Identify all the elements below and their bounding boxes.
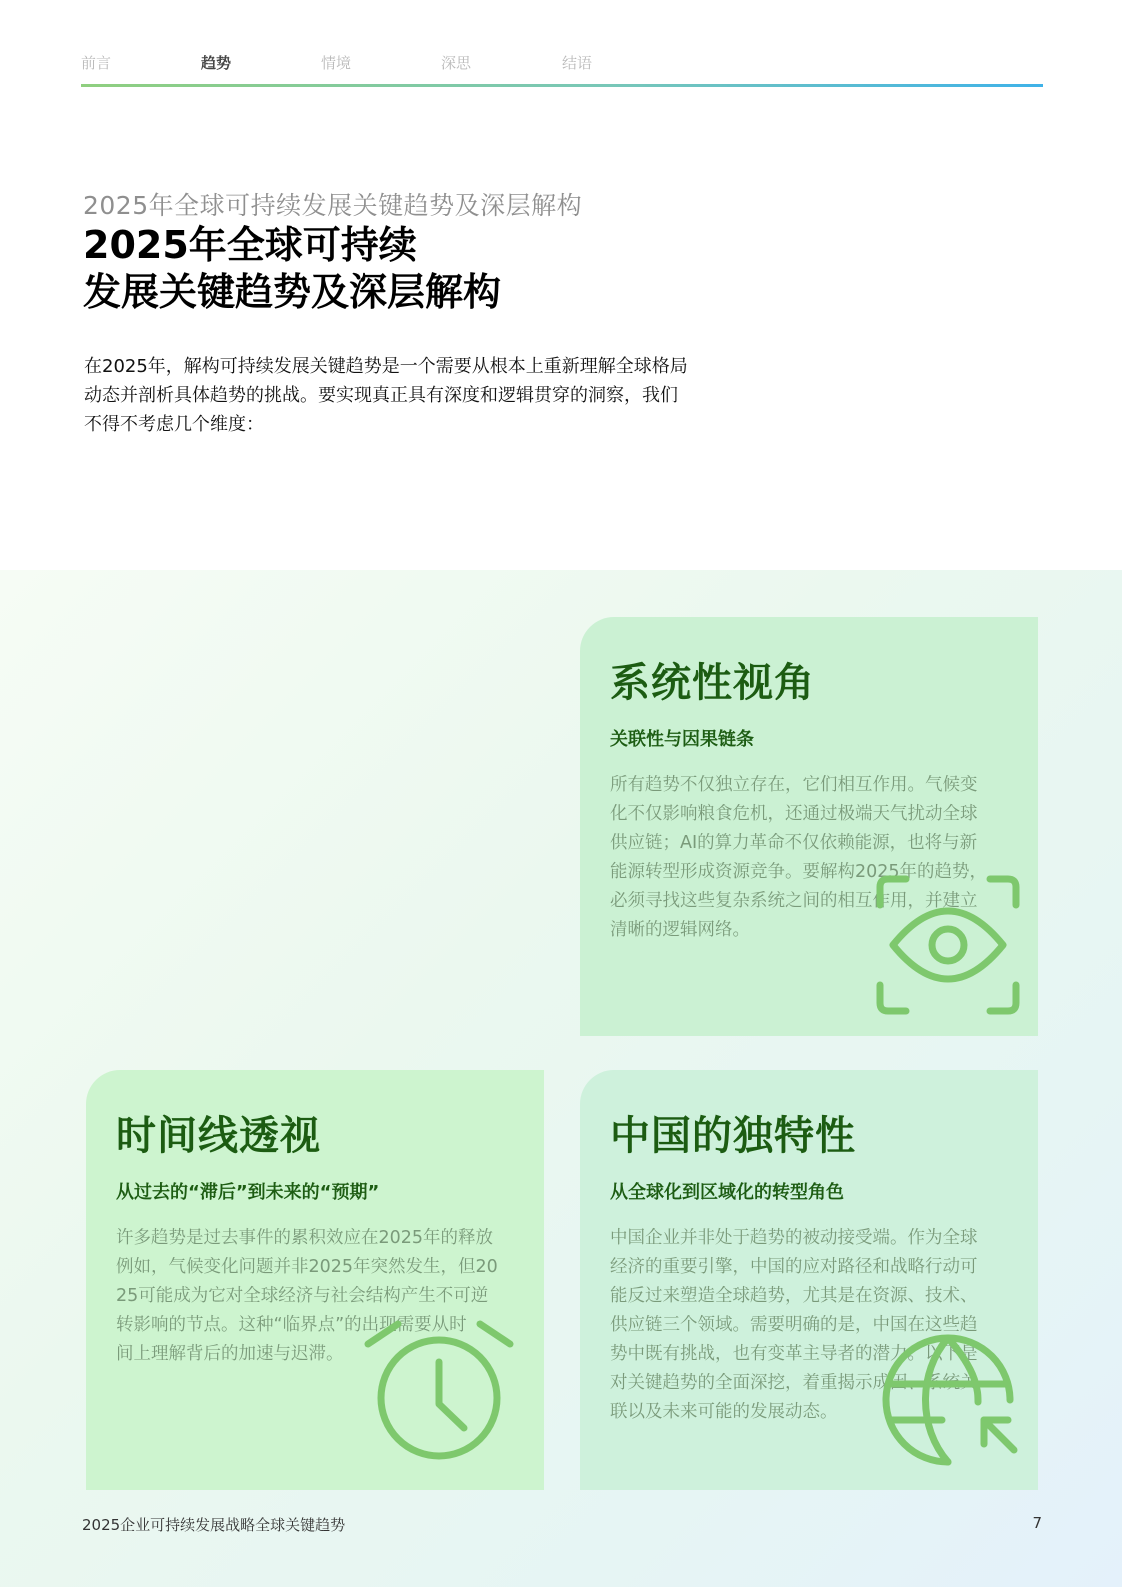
card-body-line: 25可能成为它对全球经济与社会结构产生不可逆	[116, 1286, 489, 1306]
card-systems-perspective	[580, 617, 1038, 1036]
card-body-line: 例如，气候变化问题并非2025年突然发生，但20	[116, 1257, 498, 1277]
footer-text: 2025企业可持续发展战略全球关键趋势	[82, 1516, 346, 1534]
page-number: 7	[1032, 1514, 1042, 1532]
card-body-line: 供应链三个领域。需要明确的是，中国在这些趋	[610, 1315, 978, 1335]
card-subheading: 从全球化到区域化的转型角色	[610, 1182, 844, 1203]
page-title	[83, 222, 501, 316]
nav-item-conclusion[interactable]: 结语	[562, 54, 593, 72]
card-body-line: 对关键趋势的全面深挖，着重揭示成因、系统关	[610, 1373, 978, 1393]
nav-item-reflection[interactable]: 深思	[441, 54, 472, 72]
page-subtitle: 2025年全球可持续发展关键趋势及深层解构	[83, 191, 583, 220]
card-heading: 时间线透视	[116, 1113, 321, 1159]
nav-divider	[81, 84, 1043, 87]
card-body-line: 能反过来塑造全球趋势，尤其是在资源、技术、	[610, 1286, 978, 1306]
intro-line: 动态并剖析具体趋势的挑战。要实现真正具有深度和逻辑贯穿的洞察，我们	[84, 385, 678, 406]
card-body-line: 供应链；AI的算力革命不仅依赖能源，也将与新	[610, 833, 978, 853]
card-body-line: 联以及未来可能的发展动态。	[610, 1402, 838, 1422]
page-title-line2: 发展关键趋势及深层解构	[83, 270, 502, 314]
intro-line: 在2025年，解构可持续发展关键趋势是一个需要从根本上重新理解全球格局	[84, 356, 688, 377]
card-body-line: 所有趋势不仅独立存在，它们相互作用。气候变	[610, 775, 978, 795]
card-heading: 系统性视角	[610, 660, 815, 706]
card-body-line: 化不仅影响粮食危机，还通过极端天气扰动全球	[610, 804, 978, 824]
top-nav	[81, 50, 1043, 90]
nav-item-scenarios[interactable]: 情境	[321, 54, 352, 72]
intro-paragraph	[84, 352, 724, 439]
card-heading: 中国的独特性	[610, 1113, 856, 1159]
nav-item-trends[interactable]: 趋势	[201, 54, 232, 72]
card-body-line: 必须寻找这些复杂系统之间的相互作用，并建立	[610, 891, 978, 911]
card-body-line: 转影响的节点。这种“临界点”的出现需要从时	[116, 1315, 467, 1335]
card-body-line: 许多趋势是过去事件的累积效应在2025年的释放	[116, 1228, 494, 1248]
card-body-line: 能源转型形成资源竞争。要解构2025年的趋势，	[610, 862, 988, 882]
alarm-clock-icon	[362, 1320, 516, 1460]
globe-arrow-icon	[882, 1332, 1022, 1482]
card-subheading: 关联性与因果链条	[610, 729, 754, 750]
eye-scan-icon	[876, 875, 1020, 1015]
card-body-line: 势中既有挑战，也有变革主导者的潜力。以下是	[610, 1344, 978, 1364]
page-title-line1: 2025年全球可持续	[83, 223, 417, 267]
card-body-line: 中国企业并非处于趋势的被动接受端。作为全球	[610, 1228, 978, 1248]
card-subheading: 从过去的“滞后”到未来的“预期”	[116, 1182, 380, 1203]
card-china-uniqueness	[580, 1070, 1038, 1490]
intro-line: 不得不考虑几个维度：	[84, 414, 264, 435]
nav-item-preface[interactable]: 前言	[81, 54, 112, 72]
card-body-line: 经济的重要引擎，中国的应对路径和战略行动可	[610, 1257, 978, 1277]
card-body-line: 间上理解背后的加速与迟滞。	[116, 1344, 344, 1364]
card-body-line: 清晰的逻辑网络。	[610, 920, 750, 940]
card-timeline-perspective	[86, 1070, 544, 1490]
